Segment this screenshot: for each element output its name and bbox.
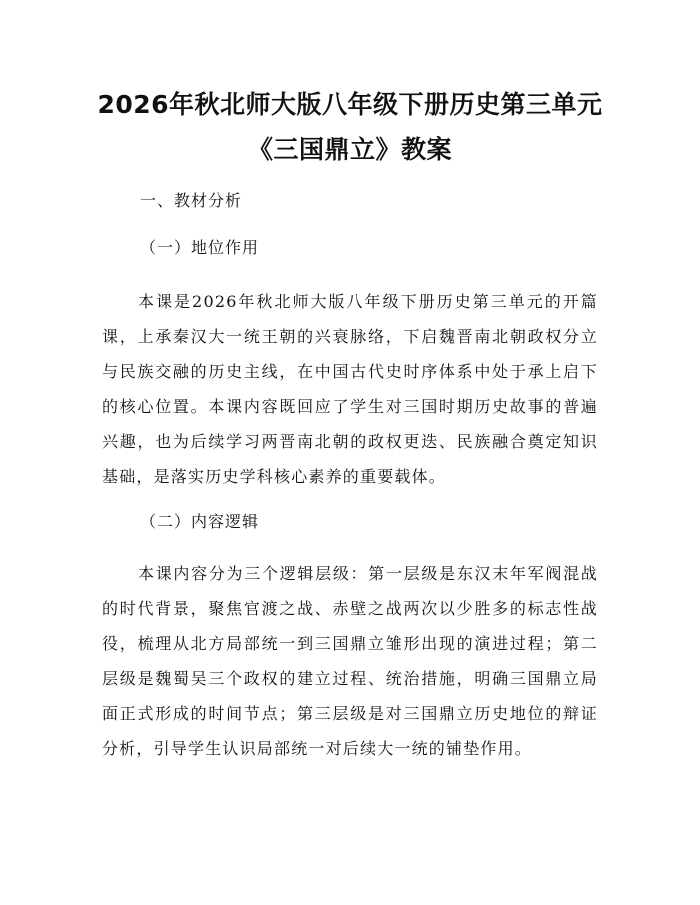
paragraph-content-logic: 本课内容分为三个逻辑层级：第一层级是东汉末年军阀混战的时代背景，聚焦官渡之战、赤壁之战两次以少胜多的标志性战役，梳理从北方局部统一到三国鼎立雏形出现的演进过程；第二层级是魏蜀吴三个政权的建立过程、统治措施，明确三国鼎立局面正式形成的时间节点；第三层级是对三国鼎立历史地位的辩证分析，引导学生认识局部统一对后续大一统的铺垫作用。 [102, 564, 598, 758]
document-title-line-1: 2026年秋北师大版八年级下册历史第三单元 [97, 90, 603, 119]
document-title-line-2: 《三国鼎立》教案 [247, 135, 452, 164]
section-heading-textbook-analysis: 一、教材分析 [140, 191, 243, 210]
subsection-heading-position-role: （一）地位作用 [140, 238, 260, 257]
subsection-heading-content-logic: （二）内容逻辑 [140, 512, 260, 531]
paragraph-position-role: 本课是2026年秋北师大版八年级下册历史第三单元的开篇课，上承秦汉大一统王朝的兴衰脉络，下启魏晋南北朝政权分立与民族交融的历史主线，在中国古代史时序体系中处于承上启下的核心位置。本课内容既回应了学生对三国时期历史故事的普遍兴趣，也为后续学习两晋南北朝的政权更迭、民族融合奠定知识基础，是落实历史学科核心素养的重要载体。 [102, 292, 598, 486]
